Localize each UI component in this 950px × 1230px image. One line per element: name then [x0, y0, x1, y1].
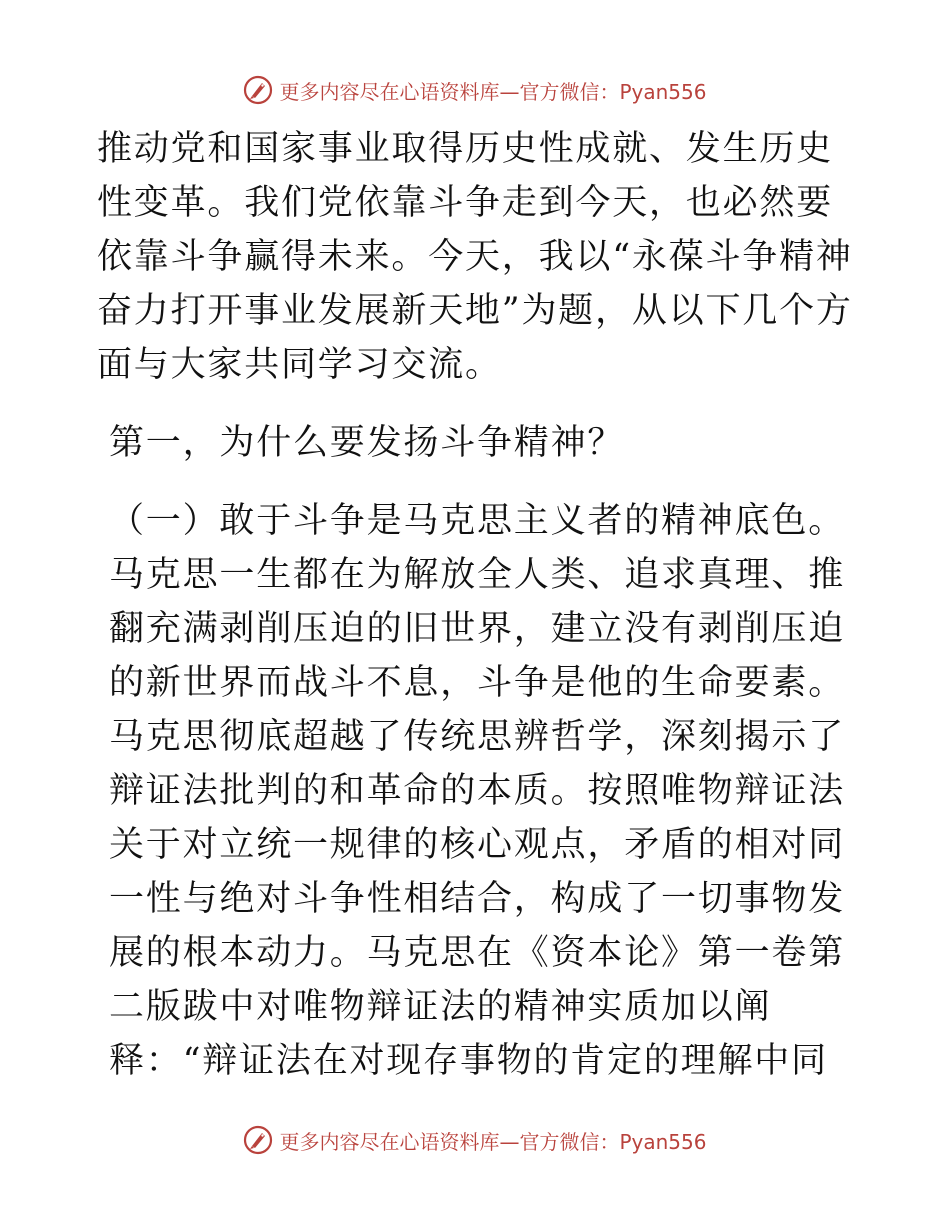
- document-body: [97, 122, 857, 1088]
- paragraph-intro: 推动党和国家事业取得历史性成就、发生历史性变革。我们党依靠斗争走到今天，也必然要依靠斗争赢得未来。今天，我以“永葆斗争精神 奋力打开事业发展新天地”为题，从以下几个方面与大家共同学习交流。: [97, 129, 853, 385]
- footer-banner-text: 更多内容尽在心语资料库—官方微信：Pyan556: [279, 1129, 707, 1154]
- pen-nib-icon: [243, 1125, 273, 1155]
- header-watermark-banner: [0, 70, 950, 110]
- pen-nib-icon: [243, 75, 273, 105]
- paragraph-section-1-1: （一）敢于斗争是马克思主义者的精神底色。马克思一生都在为解放全人类、追求真理、推翻充满剥削压迫的旧世界，建立没有剥削压迫的新世界而战斗不息，斗争是他的生命要素。马克思彻底超越了传统思辨哲学，深刻揭示了辩证法批判的和革命的本质。按照唯物辩证法关于对立统一规律的核心观点，矛盾的相对同一性与绝对斗争性相结合，构成了一切事物发展的根本动力。马克思在《资本论》第一卷第二版跋中对唯物辩证法的精神实质加以阐释：“辩证法在对现存事物的肯定的理解中同: [109, 501, 846, 1081]
- footer-watermark-banner: [0, 1120, 950, 1160]
- section-heading-1: 第一，为什么要发扬斗争精神？: [109, 423, 625, 463]
- header-banner-text: 更多内容尽在心语资料库—官方微信：Pyan556: [279, 79, 707, 104]
